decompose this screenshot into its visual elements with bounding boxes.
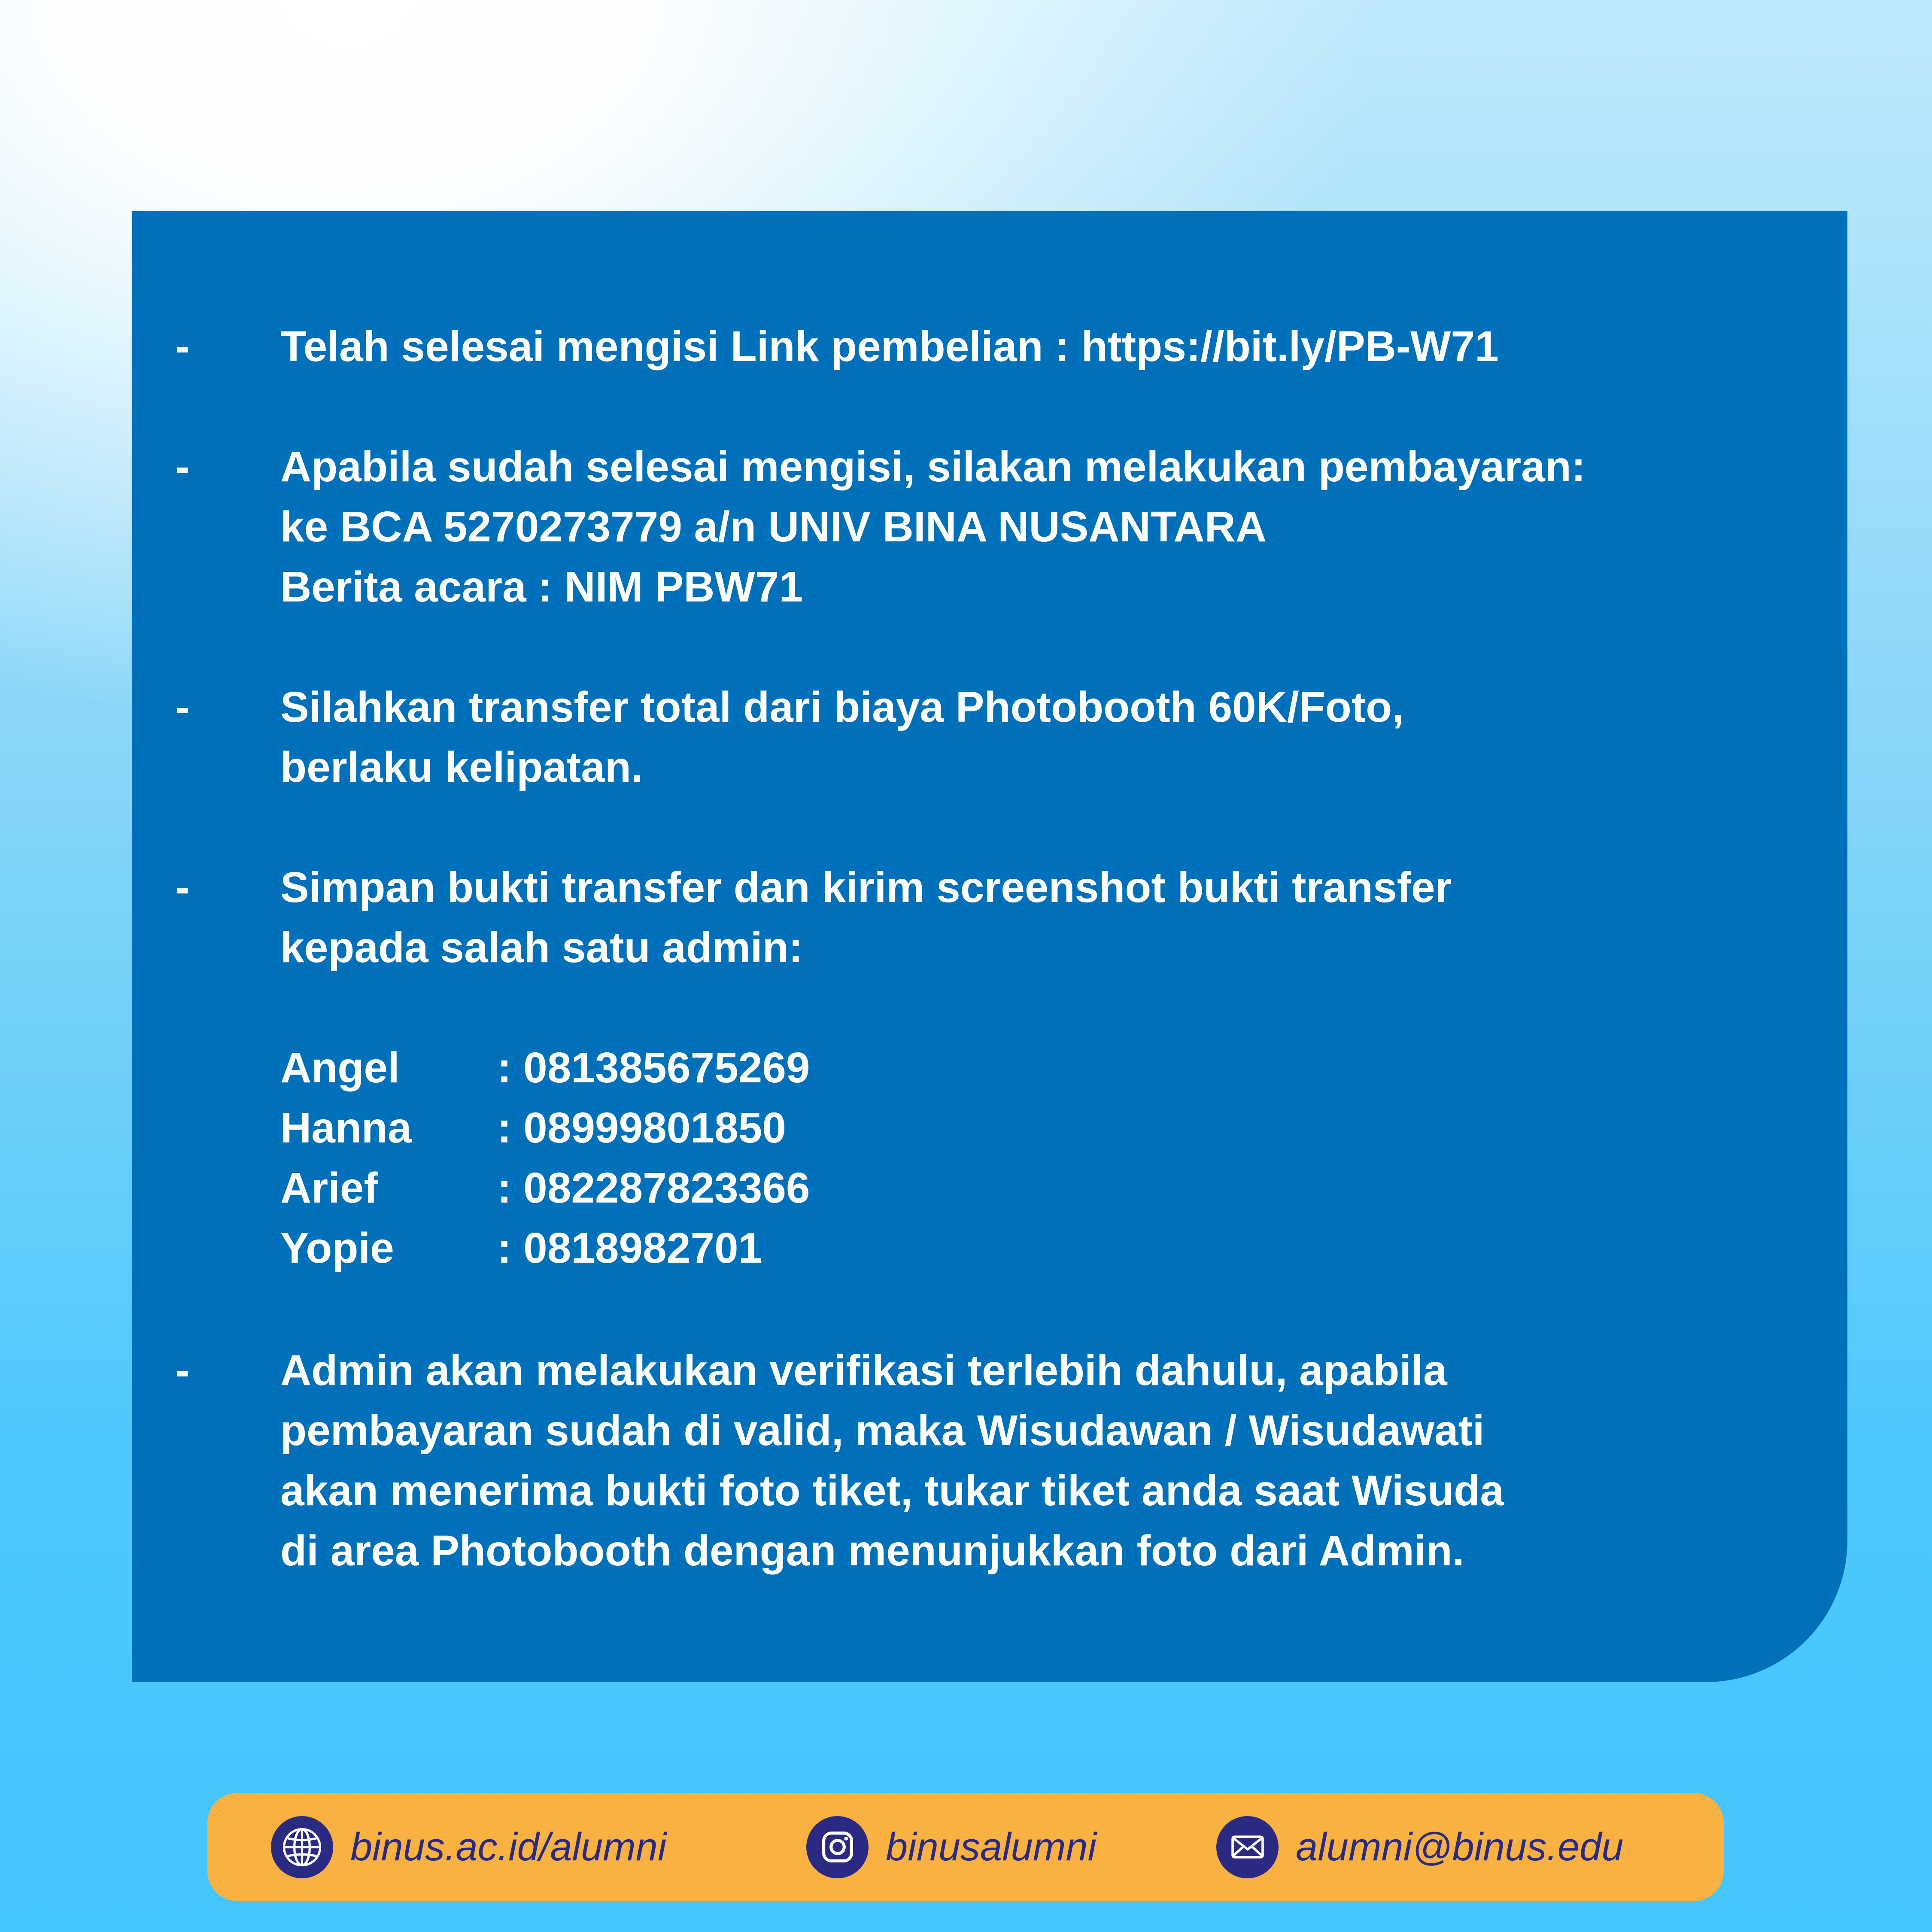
verification-text-2: pembayaran sudah di valid, maka Wisudawan / Wisudawati [280,1406,1485,1455]
website-link[interactable]: binus.ac.id/alumni [350,1825,667,1869]
footer-email[interactable] [1216,1793,1623,1901]
email-address[interactable]: alumni@binus.edu [1296,1825,1624,1869]
transfer-total-text-2: berlaku kelipatan. [280,743,643,791]
admin-phone: : 082287823366 [497,1164,810,1212]
bullet-dash: - [175,443,190,491]
admin-name: Hanna [280,1104,412,1152]
payment-intro-text: Apabila sudah selesai mengisi, silakan melakukan pembayaran: [280,443,1586,491]
bullet-dash: - [175,322,190,371]
instagram-handle[interactable]: binusalumni [886,1825,1097,1869]
mail-icon [1216,1816,1279,1878]
step-link-text: Telah selesai mengisi Link pembelian : [280,322,1081,371]
send-proof-text-2: kepada salah satu admin: [280,923,803,972]
admin-name: Angel [280,1044,400,1092]
bank-prefix-text: ke [280,503,340,551]
account-holder-prefix: a/n [682,503,768,551]
globe-icon [271,1816,333,1878]
transfer-note-label: Berita acara : [280,563,565,611]
bullet-dash: - [175,683,190,731]
transfer-total-text-1: Silahkan transfer total dari biaya Photobooth 60K/Foto, [280,683,1404,731]
admin-phone: : 081385675269 [497,1044,810,1092]
bank-account: BCA 5270273779 [340,503,682,551]
verification-text-3: akan menerima bukti foto tiket, tukar tiket anda saat Wisuda [280,1467,1504,1515]
admin-phone: : 0818982701 [497,1224,762,1272]
info-panel [132,211,1847,1682]
admin-phone: : 08999801850 [497,1104,786,1152]
account-holder: UNIV BINA NUSANTARA [768,503,1267,551]
bullet-dash: - [175,863,190,911]
footer-instagram[interactable] [806,1793,1097,1901]
footer-contact-bar [207,1793,1724,1901]
transfer-note-value: NIM PBW71 [564,563,803,611]
send-proof-text-1: Simpan bukti transfer dan kirim screenshot bukti transfer [280,863,1452,911]
admin-name: Arief [280,1164,378,1212]
instagram-icon [806,1816,869,1878]
admin-name: Yopie [280,1224,394,1272]
bullet-dash: - [175,1346,190,1394]
purchase-link[interactable]: https://bit.ly/PB-W71 [1081,322,1499,371]
verification-text-bold: Admin akan melakukan verifikasi terlebih dahulu [280,1346,1276,1394]
verification-text-4: di area Photobooth dengan menunjukkan foto dari Admin. [280,1527,1464,1575]
footer-website[interactable] [271,1793,666,1901]
verification-text-cont: , apabila [1275,1346,1447,1394]
